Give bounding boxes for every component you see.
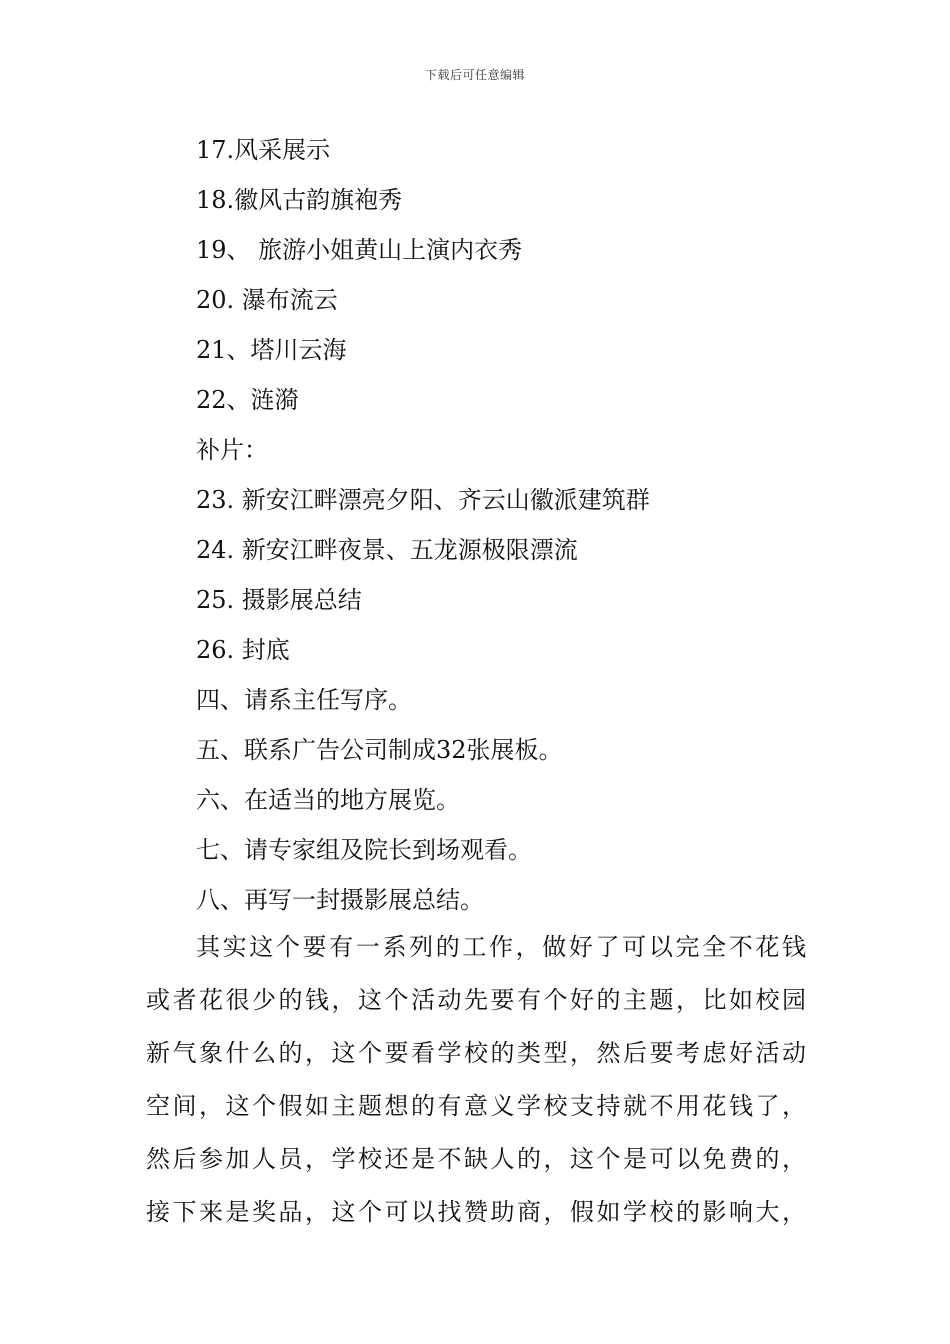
- page-header: 下载后可任意编辑: [424, 68, 525, 82]
- list-item: 21、塔川云海: [196, 336, 347, 364]
- list-item: 19、 旅游小姐黄山上演内衣秀: [196, 236, 523, 264]
- list-item: 七、请专家组及院长到场观看。: [196, 836, 532, 864]
- list-item: 26. 封底: [196, 636, 290, 664]
- paragraph-line: 空间，这个假如主题想的有意义学校支持就不用花钱了，: [146, 1092, 806, 1120]
- list-item: 五、联系广告公司制成32张展板。: [196, 736, 563, 764]
- paragraph-line: 或者花很少的钱，这个活动先要有个好的主题，比如校园: [146, 986, 806, 1014]
- list-item: 22、涟漪: [196, 386, 299, 414]
- list-item: 25. 摄影展总结: [196, 586, 362, 614]
- paragraph-line: 其实这个要有一系列的工作，做好了可以完全不花钱: [196, 933, 806, 961]
- list-item: 六、在适当的地方展览。: [196, 786, 460, 814]
- paragraph-line: 新气象什么的，这个要看学校的类型，然后要考虑好活动: [146, 1039, 806, 1067]
- list-item: 18.徽风古韵旗袍秀: [196, 186, 403, 214]
- list-item: 23. 新安江畔漂亮夕阳、齐云山徽派建筑群: [196, 486, 650, 514]
- list-item: 17.风采展示: [196, 136, 331, 164]
- paragraph-line: 接下来是奖品，这个可以找赞助商，假如学校的影响大，: [146, 1198, 806, 1226]
- list-item: 八、再写一封摄影展总结。: [196, 886, 484, 914]
- paragraph-line: 然后参加人员，学校还是不缺人的，这个是可以免费的，: [146, 1145, 806, 1173]
- list-item: 补片：: [196, 436, 268, 464]
- list-item: 四、请系主任写序。: [196, 686, 412, 714]
- body-paragraph: [146, 918, 806, 1236]
- item-list: [196, 130, 650, 930]
- list-item: 24. 新安江畔夜景、五龙源极限漂流: [196, 536, 578, 564]
- list-item: 20. 瀑布流云: [196, 286, 338, 314]
